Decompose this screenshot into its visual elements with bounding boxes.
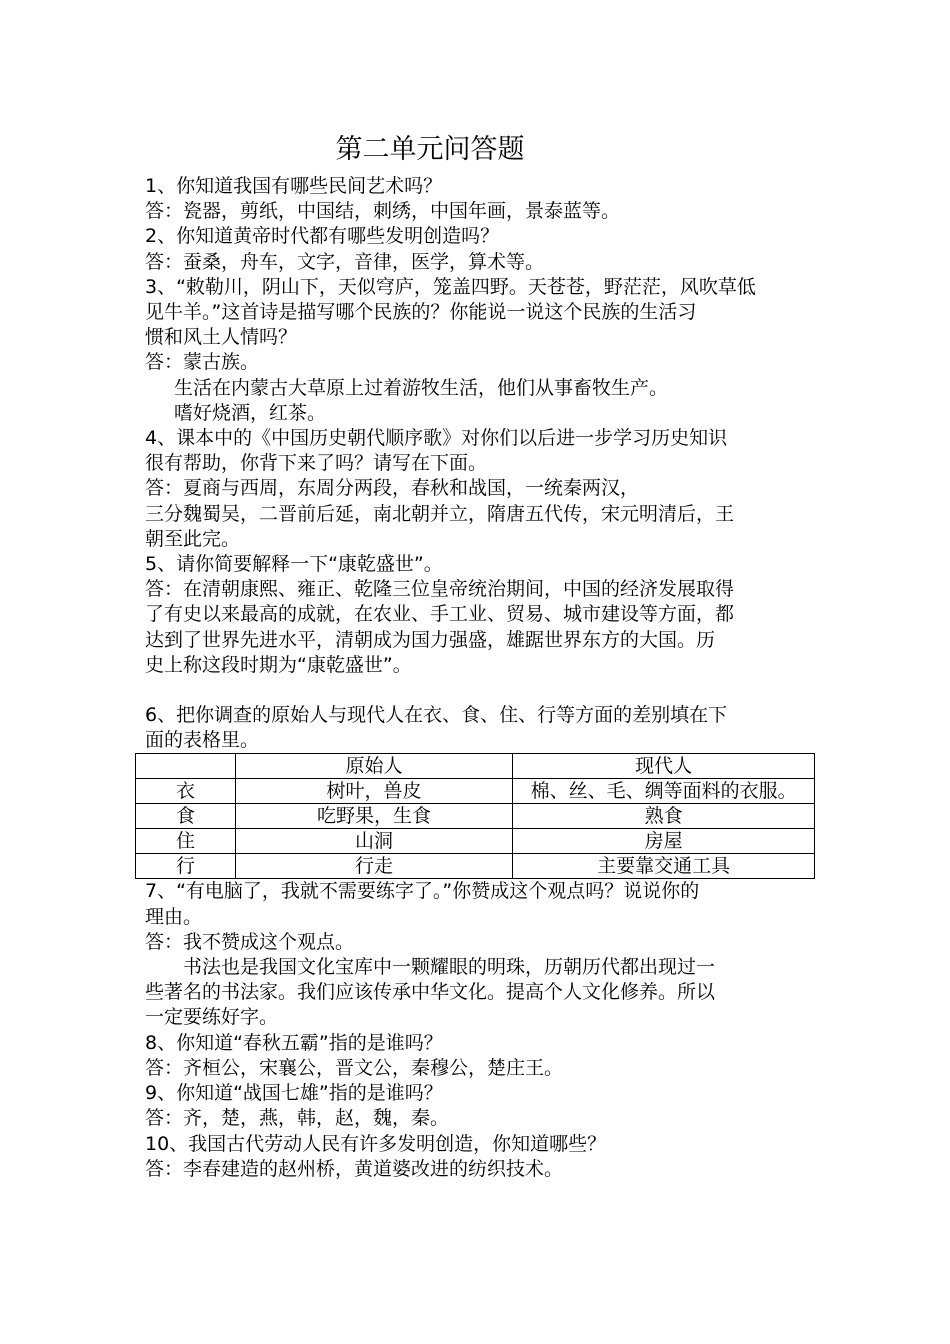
table-row <box>136 854 815 879</box>
answer-4-line-1: 答：夏商与西周，东周分两段，春秋和战国，一统秦两汉， <box>145 477 640 500</box>
answer-1: 答：瓷器，剪纸，中国结，刺绣，中国年画，景泰蓝等。 <box>145 200 621 223</box>
question-10: 10、我国古代劳动人民有许多发明创造，你知道哪些？ <box>145 1132 607 1155</box>
answer-10: 答：李春建造的赵州桥，黄道婆改进的纺织技术。 <box>145 1157 564 1180</box>
question-4-line-2: 很有帮助，你背下来了吗？请写在下面。 <box>145 452 488 475</box>
question-3-line-2: 见牛羊。”这首诗是描写哪个民族的？你能说一说这个民族的生活习 <box>145 301 697 324</box>
answer-7-line-2: 书法也是我国文化宝库中一颗耀眼的明珠，历朝历代都出现过一 <box>183 956 716 979</box>
answer-2: 答：蚕桑，舟车，文字，音律，医学，算术等。 <box>145 250 545 273</box>
table-cell: 山洞 <box>235 829 512 854</box>
answer-7: 答：我不赞成这个观点。 <box>145 930 355 953</box>
answer-3: 答：蒙古族。 <box>145 351 260 374</box>
table-row <box>136 829 815 854</box>
question-1: 1、你知道我国有哪些民间艺术吗？ <box>145 175 443 197</box>
question-7-line-2: 理由。 <box>145 905 203 928</box>
spacer <box>145 678 813 703</box>
answer-3-line-2: 生活在内蒙古大草原上过着游牧生活，他们从事畜牧生产。 <box>174 376 669 399</box>
answer-5-line-4: 史上称这段时期为“康乾盛世”。 <box>145 653 412 676</box>
table-cell: 吃野果，生食 <box>235 804 512 829</box>
table-row <box>136 779 815 804</box>
answer-7-line-4: 一定要练好字。 <box>145 1006 279 1029</box>
question-4-line-1: 4、课本中的《中国历史朝代顺序歌》对你们以后进一步学习历史知识 <box>145 427 728 450</box>
table-cell: 熟食 <box>513 804 815 829</box>
answer-9: 答：齐，楚，燕，韩，赵，魏，秦。 <box>145 1107 450 1130</box>
table-cell: 主要靠交通工具 <box>513 854 815 879</box>
answer-3-line-3: 嗜好烧酒，红茶。 <box>174 401 327 424</box>
question-6-line-1: 6、把你调查的原始人与现代人在衣、食、住、行等方面的差别填在下 <box>145 704 728 727</box>
table-cell: 住 <box>136 829 236 854</box>
comparison-table <box>135 753 815 879</box>
question-3-line-1: 3、“敕勒川，阴山下，天似穹庐，笼盖四野。天苍苍，野茫茫，风吹草低 <box>145 275 756 298</box>
table-header-cell <box>136 754 236 779</box>
table-cell: 行 <box>136 854 236 879</box>
question-9: 9、你知道“战国七雄”指的是谁吗？ <box>145 1082 443 1105</box>
question-7-line-1: 7、“有电脑了，我就不需要练字了。”你赞成这个观点吗？说说你的 <box>145 880 700 903</box>
answer-5-line-1: 答：在清朝康熙、雍正、乾隆三位皇帝统治期间，中国的经济发展取得 <box>145 578 735 601</box>
question-6-line-2: 面的表格里。 <box>145 729 260 752</box>
question-3-line-3: 惯和风土人情吗？ <box>145 326 298 349</box>
answer-5-line-3: 达到了世界先进水平，清朝成为国力强盛，雄踞世界东方的大国。历 <box>145 628 716 651</box>
table-header-row <box>136 754 815 779</box>
answer-4-line-2: 三分魏蜀吴，二晋前后延，南北朝并立，隋唐五代传，宋元明清后，王 <box>145 502 735 525</box>
answer-5-line-2: 了有史以来最高的成就，在农业、手工业、贸易、城市建设等方面，都 <box>145 603 735 626</box>
table-row <box>136 804 815 829</box>
table-cell: 棉、丝、毛、绸等面料的衣服。 <box>513 779 815 804</box>
question-5: 5、请你简要解释一下“康乾盛世”。 <box>145 553 443 576</box>
answer-8: 答：齐桓公，宋襄公，晋文公，秦穆公，楚庄王。 <box>145 1056 564 1079</box>
page-title: 第二单元问答题 <box>335 134 525 165</box>
document-body <box>145 174 813 1182</box>
table-cell: 房屋 <box>513 829 815 854</box>
answer-4-line-3: 朝至此完。 <box>145 527 241 550</box>
table-cell: 行走 <box>235 854 512 879</box>
table-header-cell: 原始人 <box>235 754 512 779</box>
table-cell: 衣 <box>136 779 236 804</box>
table-cell: 树叶，兽皮 <box>235 779 512 804</box>
question-8: 8、你知道“春秋五霸”指的是谁吗？ <box>145 1031 443 1054</box>
table-header-cell: 现代人 <box>513 754 815 779</box>
table-cell: 食 <box>136 804 236 829</box>
answer-7-line-3: 些著名的书法家。我们应该传承中华文化。提高个人文化修养。所以 <box>145 981 716 1004</box>
question-2: 2、你知道黄帝时代都有哪些发明创造吗？ <box>145 225 500 248</box>
